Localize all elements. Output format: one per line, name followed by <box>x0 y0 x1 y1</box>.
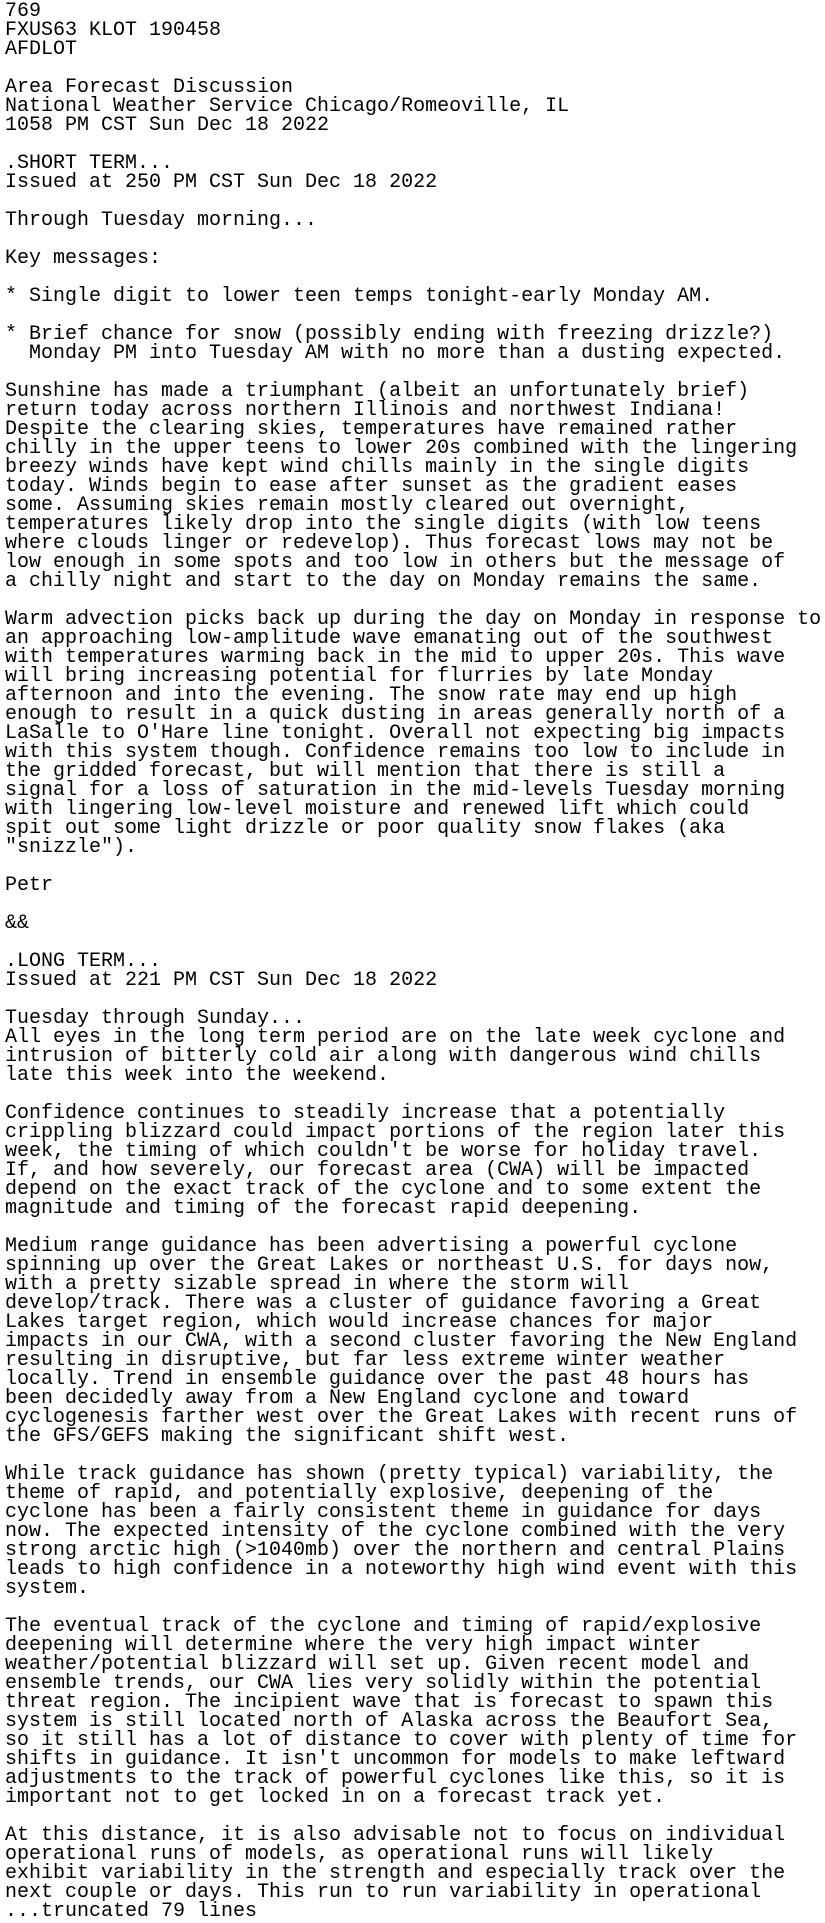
text-line: signal for a loss of saturation in the mid-levels Tuesday morning <box>5 779 786 802</box>
text-line: .SHORT TERM... <box>5 152 174 175</box>
text-line: important not to get locked in on a forecast track yet. <box>5 1786 666 1809</box>
text-line: today. Winds begin to ease after sunset as the gradient eases <box>5 475 738 498</box>
text-line: resulting in disruptive, but far less extreme winter weather <box>5 1349 726 1372</box>
text-line: cyclogenesis farther west over the Great Lakes with recent runs of <box>5 1406 798 1429</box>
text-line: temperatures likely drop into the single digits (with low teens <box>5 513 762 536</box>
text-line: shifts in guidance. It isn't uncommon for models to make leftward <box>5 1748 786 1771</box>
text-line: 769 <box>5 0 42 23</box>
text-line: will bring increasing potential for flurries by late Monday <box>5 665 714 688</box>
text-line: with a pretty sizable spread in where the storm will <box>5 1273 630 1296</box>
blank-line <box>5 857 820 876</box>
text-line: ensemble trends, our CWA lies very solidly within the potential <box>5 1672 762 1695</box>
text-line: the gridded forecast, but will mention that there is still a <box>5 760 726 783</box>
text-line: spit out some light drizzle or poor quality snow flakes (aka <box>5 817 726 840</box>
text-line: locally. Trend in ensemble guidance over the past 48 hours has <box>5 1368 750 1391</box>
text-line: develop/track. There was a cluster of guidance favoring a Great <box>5 1292 762 1315</box>
text-line: enough to result in a quick dusting in areas generally north of a <box>5 703 786 726</box>
text-line: afternoon and into the evening. The snow rate may end up high <box>5 684 738 707</box>
text-line: All eyes in the long term period are on the late week cyclone and <box>5 1026 786 1049</box>
text-line: && <box>5 912 30 935</box>
text-line: FXUS63 KLOT 190458 <box>5 19 222 42</box>
text-line: Issued at 221 PM CST Sun Dec 18 2022 <box>5 969 438 992</box>
text-line: Lakes target region, which would increase chances for major <box>5 1311 714 1334</box>
text-line: an approaching low-amplitude wave emanating out of the southwest <box>5 627 774 650</box>
text-line: threat region. The incipient wave that is forecast to spawn this <box>5 1691 774 1714</box>
forecast-discussion-text <box>5 2 820 1921</box>
text-line: Petr <box>5 874 54 897</box>
text-line: Area Forecast Discussion <box>5 76 294 99</box>
text-line: strong arctic high (>1040mb) over the northern and central Plains <box>5 1539 786 1562</box>
text-line: If, and how severely, our forecast area (CWA) will be impacted <box>5 1159 750 1182</box>
text-line: leads to high confidence in a noteworthy high wind event with this <box>5 1558 798 1581</box>
text-line: The eventual track of the cyclone and timing of rapid/explosive <box>5 1615 762 1638</box>
text-line: National Weather Service Chicago/Romeoville, IL <box>5 95 570 118</box>
blank-line <box>5 895 820 914</box>
text-line: with this system though. Confidence remains too low to include in <box>5 741 786 764</box>
text-line: .LONG TERM... <box>5 950 162 973</box>
text-line: magnitude and timing of the forecast rapid deepening. <box>5 1197 642 1220</box>
text-line: Monday PM into Tuesday AM with no more than a dusting expected. <box>5 342 786 365</box>
text-line: LaSalle to O'Hare line tonight. Overall not expecting big impacts <box>5 722 786 745</box>
text-line: spinning up over the Great Lakes or northeast U.S. for days now, <box>5 1254 774 1277</box>
text-line: a chilly night and start to the day on Monday remains the same. <box>5 570 762 593</box>
text-line: Sunshine has made a triumphant (albeit an unfortunately brief) <box>5 380 750 403</box>
text-line: Despite the clearing skies, temperatures have remained rather <box>5 418 738 441</box>
text-line: exhibit variability in the strength and especially track over the <box>5 1862 786 1885</box>
text-line: Key messages: <box>5 247 162 270</box>
text-line: Issued at 250 PM CST Sun Dec 18 2022 <box>5 171 438 194</box>
text-line: next couple or days. This run to run variability in operational <box>5 1881 762 1904</box>
text-line: Tuesday through Sunday... <box>5 1007 306 1030</box>
text-line: crippling blizzard could impact portions of the region later this <box>5 1121 786 1144</box>
text-line: "snizzle"). <box>5 836 138 859</box>
text-line: the GFS/GEFS making the significant shift west. <box>5 1425 570 1448</box>
text-line: theme of rapid, and potentially explosive, deepening of the <box>5 1482 714 1505</box>
text-line: with temperatures warming back in the mid to upper 20s. This wave <box>5 646 786 669</box>
text-line: * Single digit to lower teen temps tonight-early Monday AM. <box>5 285 714 308</box>
text-line: return today across northern Illinois and northwest Indiana! <box>5 399 726 422</box>
text-line: late this week into the weekend. <box>5 1064 390 1087</box>
text-line: intrusion of bitterly cold air along with dangerous wind chills <box>5 1045 762 1068</box>
text-line: now. The expected intensity of the cyclone combined with the very <box>5 1520 786 1543</box>
text-line: breezy winds have kept wind chills mainly in the single digits <box>5 456 750 479</box>
text-line: low enough in some spots and too low in others but the message of <box>5 551 786 574</box>
text-line: with lingering low-level moisture and renewed lift which could <box>5 798 750 821</box>
text-line: impacts in our CWA, with a second cluster favoring the New England <box>5 1330 798 1353</box>
text-line: While track guidance has shown (pretty typical) variability, the <box>5 1463 774 1486</box>
text-line: chilly in the upper teens to lower 20s combined with the lingering <box>5 437 798 460</box>
text-line: operational runs of models, as operational runs will likely <box>5 1843 714 1866</box>
text-line: Medium range guidance has been advertising a powerful cyclone <box>5 1235 738 1258</box>
text-line: where clouds linger or redevelop). Thus forecast lows may not be <box>5 532 774 555</box>
text-line: 1058 PM CST Sun Dec 18 2022 <box>5 114 330 137</box>
text-line: system is still located north of Alaska across the Beaufort Sea, <box>5 1710 774 1733</box>
text-line: deepening will determine where the very high impact winter <box>5 1634 702 1657</box>
text-line: adjustments to the track of powerful cyclones like this, so it is <box>5 1767 786 1790</box>
text-line: cyclone has been a fairly consistent theme in guidance for days <box>5 1501 762 1524</box>
text-line: At this distance, it is also advisable not to focus on individual <box>5 1824 786 1847</box>
text-line: depend on the exact track of the cyclone and to some extent the <box>5 1178 762 1201</box>
text-line: Through Tuesday morning... <box>5 209 318 232</box>
text-line: AFDLOT <box>5 38 78 61</box>
text-line: Confidence continues to steadily increase that a potentially <box>5 1102 726 1125</box>
text-line: weather/potential blizzard will set up. Given recent model and <box>5 1653 750 1676</box>
text-line: system. <box>5 1577 90 1600</box>
text-line: * Brief chance for snow (possibly ending with freezing drizzle?) <box>5 323 774 346</box>
text-line: ...truncated 79 lines <box>5 1900 258 1923</box>
text-line: some. Assuming skies remain mostly cleared out overnight, <box>5 494 690 517</box>
text-line: week, the timing of which couldn't be worse for holiday travel. <box>5 1140 762 1163</box>
text-line: been decidedly away from a New England cyclone and toward <box>5 1387 690 1410</box>
text-line: Warm advection picks back up during the day on Monday in response to <box>5 608 822 631</box>
text-line: so it still has a lot of distance to cover with plenty of time for <box>5 1729 798 1752</box>
